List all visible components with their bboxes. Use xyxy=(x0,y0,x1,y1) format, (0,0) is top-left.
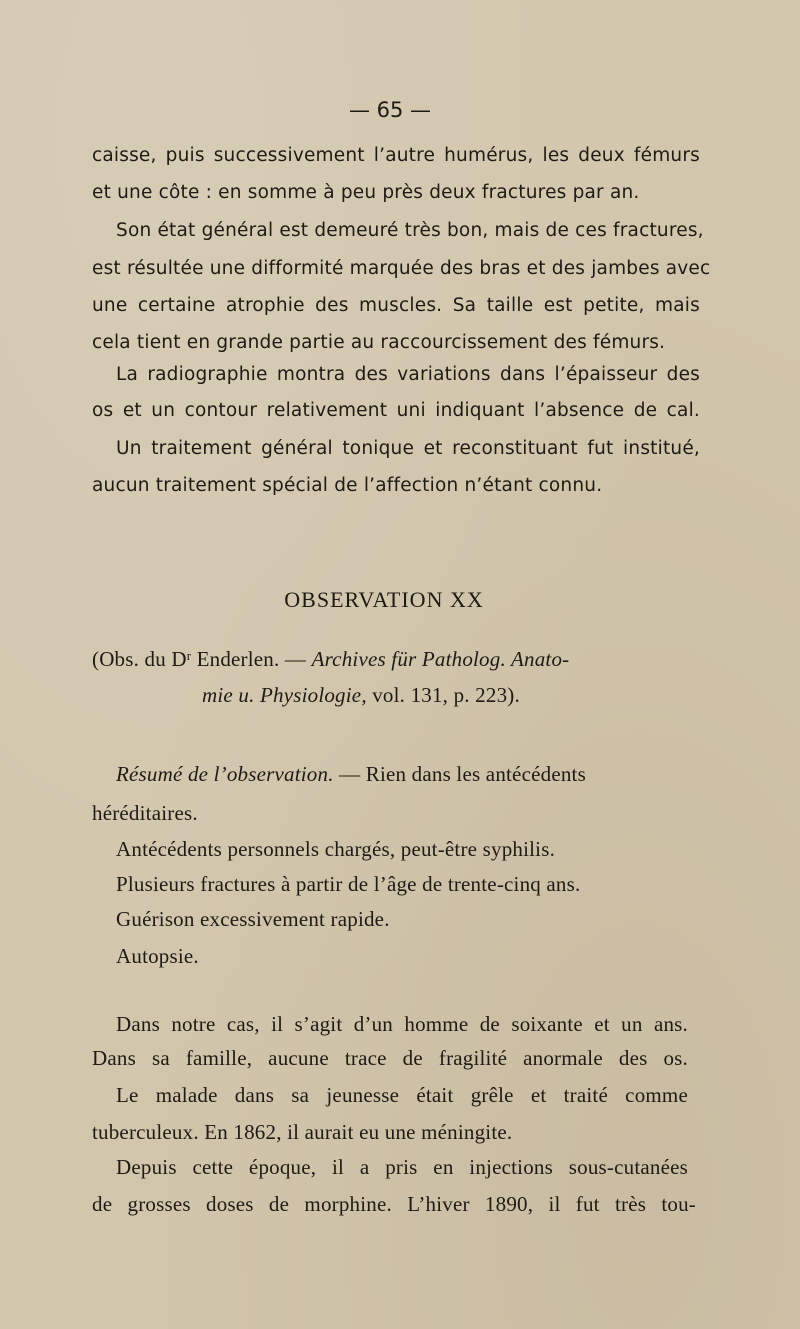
summary-line: Plusieurs fractures à partir de l’âge de trente-cinq ans. xyxy=(116,872,581,896)
summary-line: Antécédents personnels chargés, peut-être syphilis. xyxy=(116,837,556,861)
text-line: cela tient en grande partie au raccourcissement des fémurs. xyxy=(92,332,666,353)
citation-journal-cont: mie u. Physiologie, xyxy=(202,683,367,707)
text-line: Son état général est demeuré très bon, mais de ces fractures, xyxy=(116,220,704,241)
summary-line: Autopsie. xyxy=(116,944,199,968)
text-line: Dans notre cas, il s’agit d’un homme de soixante et un ans. xyxy=(116,1012,688,1036)
text-line: La radiographie montra des variations dans l’épaisseur des xyxy=(116,364,700,385)
citation-prefix: (Obs. du D xyxy=(92,647,187,671)
text-line: Le malade dans sa jeunesse était grêle et traité comme xyxy=(116,1083,688,1107)
text-line: caisse, puis successivement l’autre humérus, les deux fémurs xyxy=(92,145,700,166)
text-line: est résultée une difformité marquée des bras et des jambes avec xyxy=(92,258,711,279)
text-line: Un traitement général tonique et reconstituant fut institué, xyxy=(116,438,700,459)
citation-rest: vol. 131, p. 223). xyxy=(366,683,520,707)
summary-label: Résumé de l’observation. xyxy=(116,762,334,786)
page-number: — 65 — xyxy=(348,98,432,122)
summary-after-label: — Rien dans les antécédents xyxy=(333,762,586,786)
text-line: et une côte : en somme à peu près deux fractures par an. xyxy=(92,182,640,203)
citation-sup: r xyxy=(186,649,192,663)
summary-line: Guérison excessivement rapide. xyxy=(116,907,390,931)
text-line: Depuis cette époque, il a pris en injections sous-cutanées xyxy=(116,1155,688,1179)
observation-heading: OBSERVATION XX xyxy=(284,587,484,612)
citation-author: Enderlen. — xyxy=(191,647,312,671)
summary-line-1 xyxy=(116,762,586,787)
citation-line-1 xyxy=(92,647,569,672)
text-line: une certaine atrophie des muscles. Sa taille est petite, mais xyxy=(92,295,700,316)
text-line: tuberculeux. En 1862, il aurait eu une méningite. xyxy=(92,1120,513,1144)
text-line: de grosses doses de morphine. L’hiver 1890, il fut très tou- xyxy=(92,1192,696,1216)
text-line: aucun traitement spécial de l’affection n’étant connu. xyxy=(92,475,603,496)
text-line: os et un contour relativement uni indiquant l’absence de cal. xyxy=(92,400,700,421)
citation-line-2 xyxy=(202,683,520,708)
citation-journal: Archives für Patholog. Anato- xyxy=(311,647,570,671)
text-line: Dans sa famille, aucune trace de fragilité anormale des os. xyxy=(92,1046,688,1070)
summary-line: héréditaires. xyxy=(92,801,198,825)
